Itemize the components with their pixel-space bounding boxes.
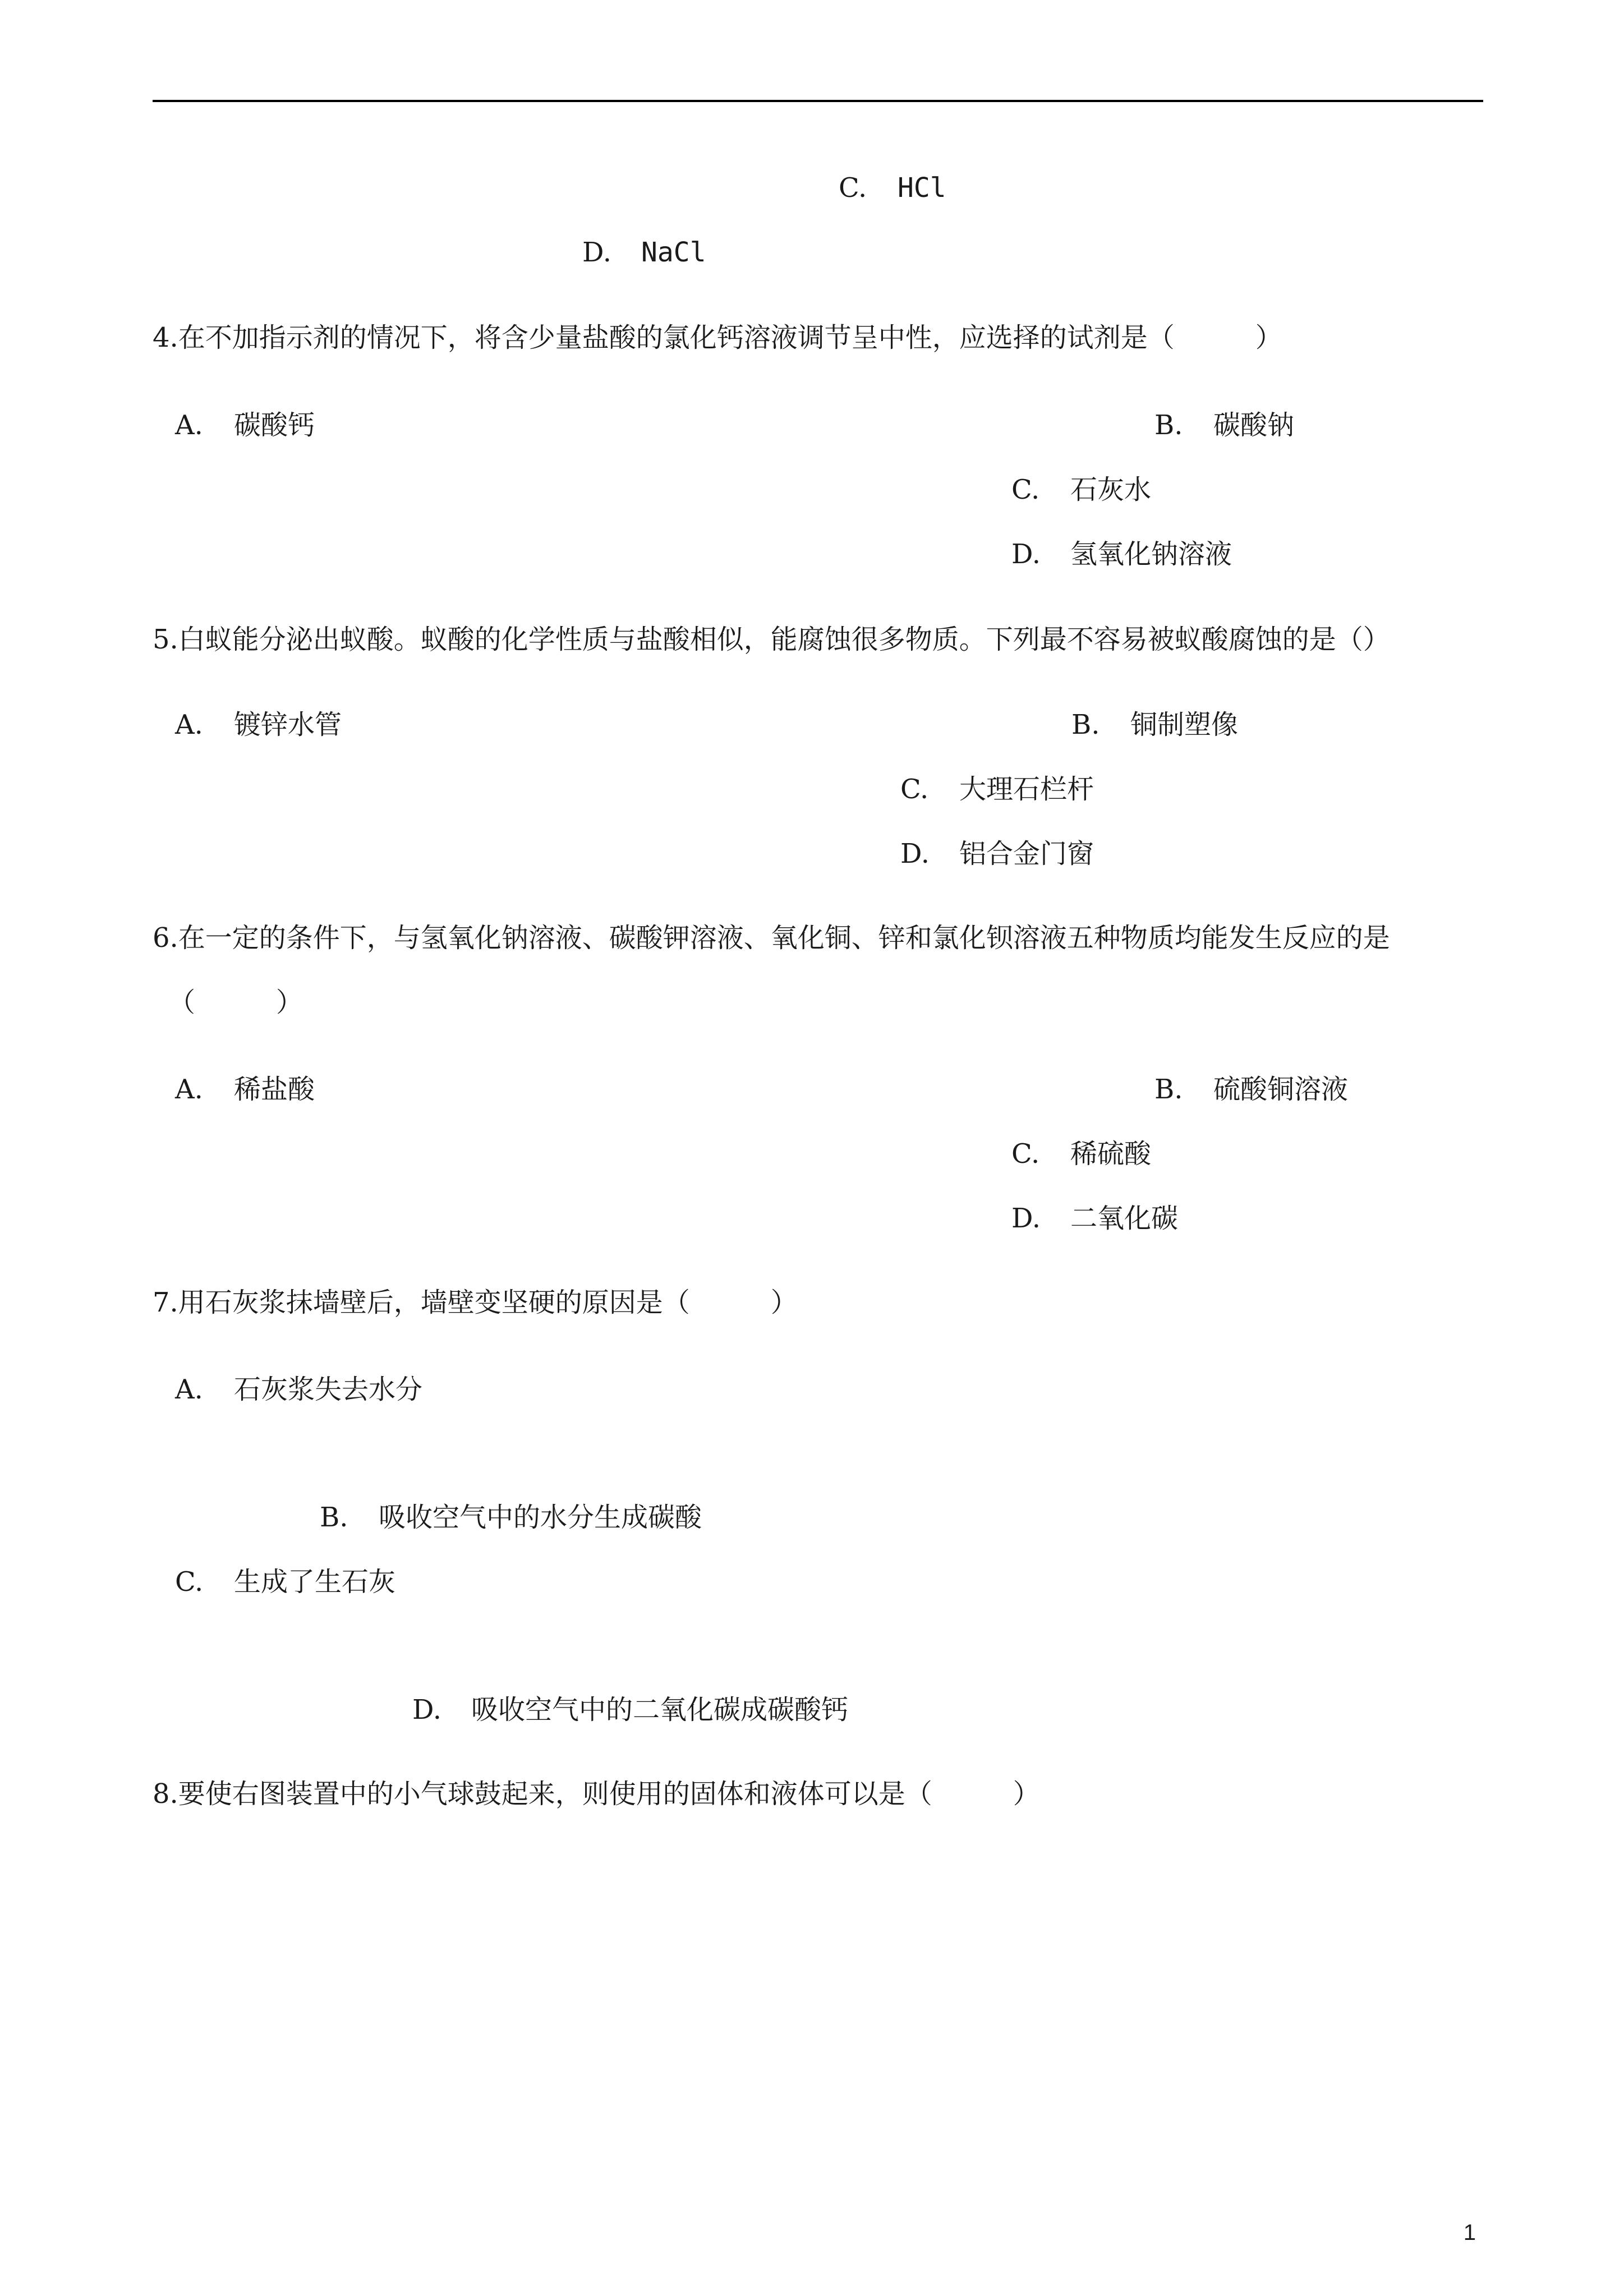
option-label: A. <box>175 409 203 441</box>
q7-option-a <box>175 1373 422 1406</box>
option-text: HCl <box>898 172 946 204</box>
option-label: C. <box>900 774 929 805</box>
option-label: C. <box>839 172 867 204</box>
option-text: 吸收空气中的水分生成碳酸 <box>379 1502 702 1533</box>
q3-option-c <box>839 171 946 205</box>
option-text: 碳酸钙 <box>234 409 315 441</box>
option-text: 镀锌水管 <box>234 709 342 740</box>
option-text: 稀硫酸 <box>1070 1138 1152 1170</box>
q5-stem: 5.白蚁能分泌出蚁酸。蚁酸的化学性质与盐酸相似，能腐蚀很多物质。下列最不容易被蚁酸腐蚀的是（） <box>153 624 1390 655</box>
q7-stem: 7.用石灰浆抹墙壁后，墙壁变坚硬的原因是（ ） <box>153 1287 798 1318</box>
option-text: 吸收空气中的二氧化碳成碳酸钙 <box>471 1694 849 1726</box>
option-label: D. <box>412 1694 442 1726</box>
q8-stem: 8.要使右图装置中的小气球鼓起来，则使用的固体和液体可以是（ ） <box>153 1778 1040 1810</box>
q5-option-b <box>1071 708 1238 742</box>
q7-option-c <box>175 1565 395 1599</box>
option-label: D. <box>1011 1203 1041 1234</box>
q4-stem: 4.在不加指示剂的情况下，将含少量盐酸的氯化钙溶液调节呈中性，应选择的试剂是（ ） <box>153 322 1282 353</box>
q6-option-a <box>175 1073 315 1106</box>
option-text: 二氧化碳 <box>1070 1203 1179 1234</box>
option-text: 碳酸钠 <box>1213 409 1295 441</box>
q4-option-a <box>175 408 315 442</box>
q6-option-d <box>1011 1202 1178 1235</box>
option-text: 石灰水 <box>1070 474 1152 505</box>
q7-option-b <box>320 1501 702 1534</box>
q7-option-d <box>412 1693 848 1727</box>
option-label: B. <box>320 1502 348 1533</box>
option-text: 石灰浆失去水分 <box>234 1374 423 1405</box>
option-label: D. <box>582 237 612 268</box>
option-label: B. <box>1154 1074 1183 1105</box>
option-label: A. <box>175 709 203 740</box>
q4-option-b <box>1154 408 1294 442</box>
option-label: C. <box>175 1566 204 1598</box>
q6-option-c <box>1011 1137 1151 1171</box>
q6-stem-continuation: （ ） <box>168 987 303 1018</box>
option-label: A. <box>175 1074 203 1105</box>
q5-option-d <box>900 837 1094 871</box>
option-label: D. <box>1011 539 1041 570</box>
option-text: 氢氧化钠溶液 <box>1070 539 1232 570</box>
q3-option-d <box>582 236 706 269</box>
q5-option-a <box>175 708 342 742</box>
option-label: C. <box>1011 1138 1040 1170</box>
option-text: 铝合金门窗 <box>959 838 1094 869</box>
option-text: NaCl <box>641 237 706 268</box>
q6-option-b <box>1154 1073 1348 1106</box>
option-text: 生成了生石灰 <box>234 1566 396 1598</box>
option-label: D. <box>900 838 930 869</box>
page-number: 1 <box>1463 2220 1476 2245</box>
option-label: A. <box>175 1374 203 1405</box>
option-label: B. <box>1154 409 1183 441</box>
option-text: 大理石栏杆 <box>959 774 1094 805</box>
option-label: B. <box>1071 709 1100 740</box>
option-label: C. <box>1011 474 1040 505</box>
option-text: 稀盐酸 <box>234 1074 315 1105</box>
q5-option-c <box>900 772 1094 806</box>
header-rule <box>153 100 1483 102</box>
q6-stem: 6.在一定的条件下，与氢氧化钠溶液、碳酸钾溶液、氧化铜、锌和氯化钡溶液五种物质均能发生反应的是 <box>153 922 1390 954</box>
option-text: 硫酸铜溶液 <box>1213 1074 1349 1105</box>
q4-option-c <box>1011 473 1151 507</box>
option-text: 铜制塑像 <box>1130 709 1239 740</box>
q4-option-d <box>1011 537 1232 571</box>
